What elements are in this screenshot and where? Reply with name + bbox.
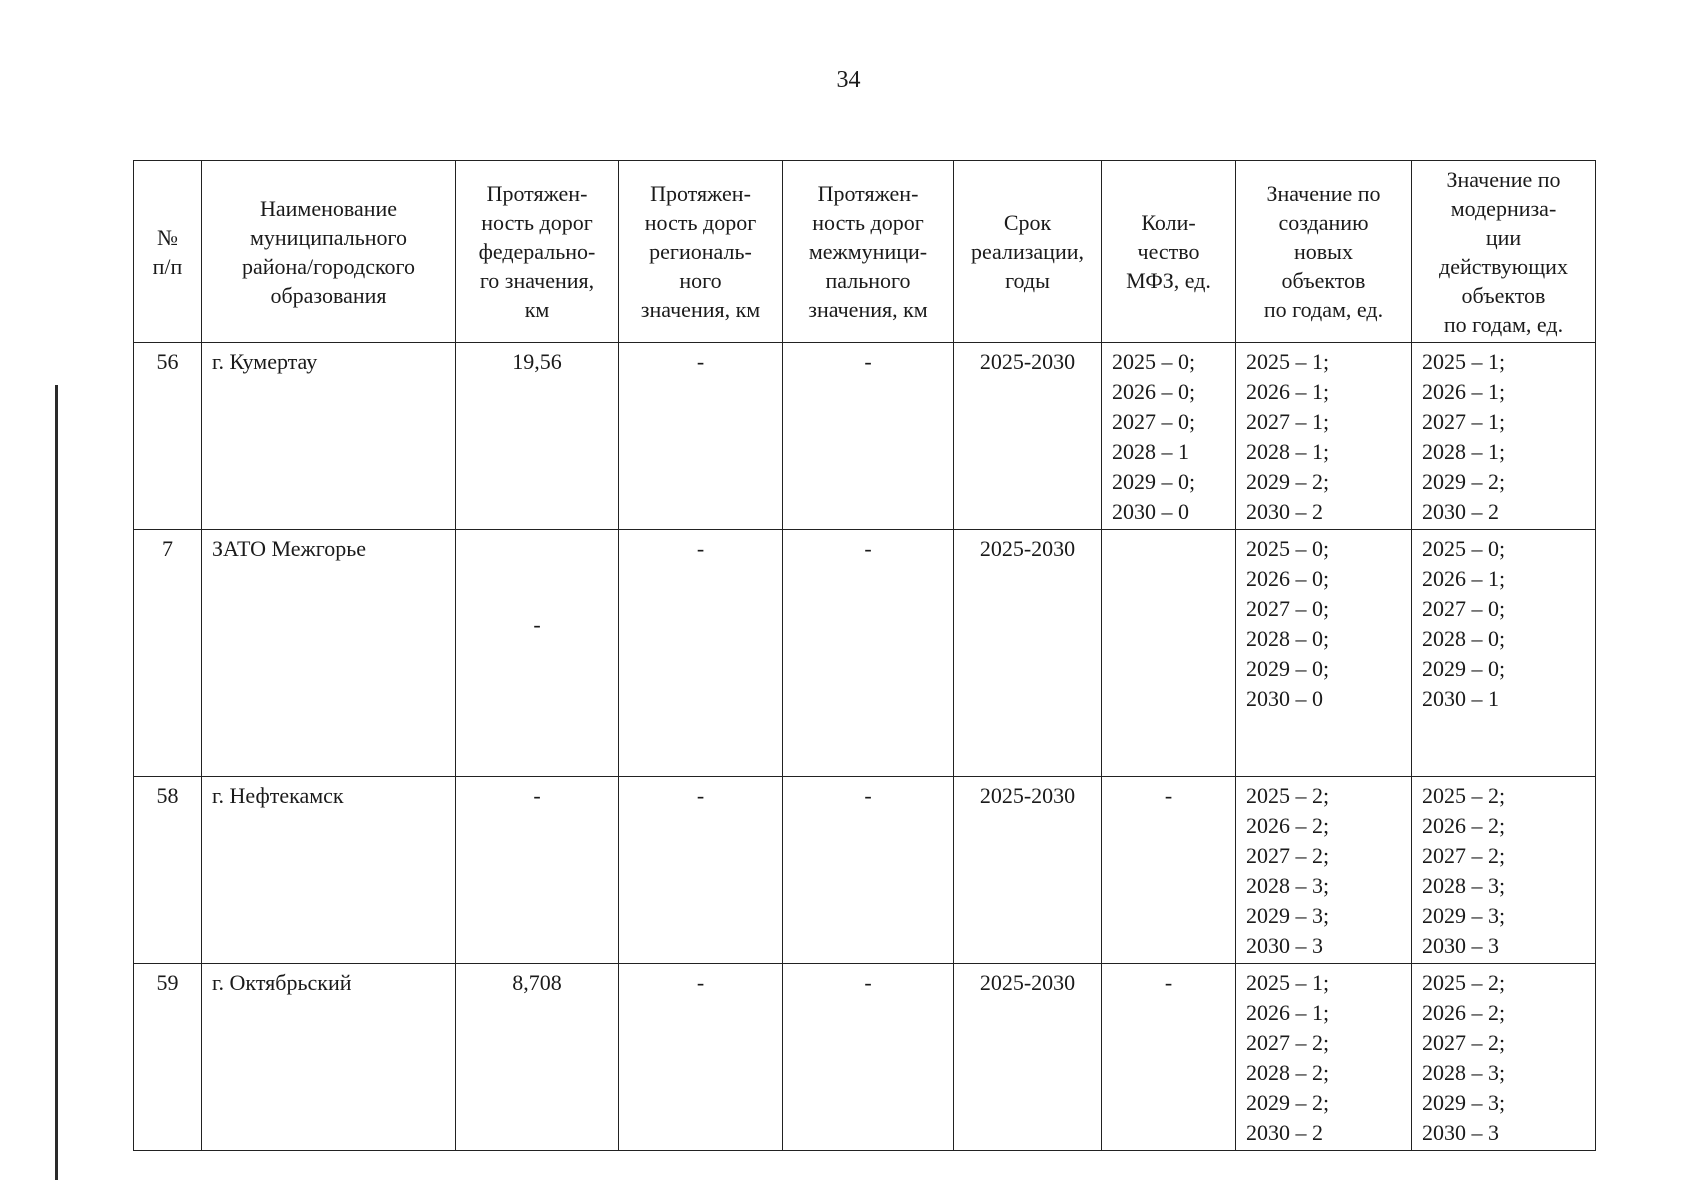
cell-period: 2025-2030	[954, 964, 1102, 1151]
cell-number: 59	[134, 964, 202, 1151]
table-row	[134, 343, 1596, 530]
header-new-objects: Значение по созданию новых объектов по годам, ед.	[1236, 161, 1412, 343]
cell-intermunicipal: -	[783, 777, 954, 964]
cell-period: 2025-2030	[954, 530, 1102, 777]
cell-name: г. Кумертау	[202, 343, 456, 530]
table-row	[134, 964, 1596, 1151]
cell-modernization: 2025 – 2; 2026 – 2; 2027 – 2; 2028 – 3; 2029 – 3; 2030 – 3	[1412, 964, 1596, 1151]
cell-mfz: -	[1102, 964, 1236, 1151]
cell-new-objects: 2025 – 1; 2026 – 1; 2027 – 2; 2028 – 2; 2029 – 2; 2030 – 2	[1236, 964, 1412, 1151]
cell-new-objects: 2025 – 0; 2026 – 0; 2027 – 0; 2028 – 0; 2029 – 0; 2030 – 0	[1236, 530, 1412, 777]
table-row	[134, 777, 1596, 964]
header-row	[134, 161, 1596, 343]
cell-mfz: 2025 – 0; 2026 – 0; 2027 – 0; 2028 – 1 2029 – 0; 2030 – 0	[1102, 343, 1236, 530]
cell-federal: 19,56	[456, 343, 619, 530]
header-name: Наименование муниципального района/городского образования	[202, 161, 456, 343]
cell-regional: -	[619, 964, 783, 1151]
header-mfz: Коли- чество МФЗ, ед.	[1102, 161, 1236, 343]
cell-intermunicipal: -	[783, 530, 954, 777]
cell-modernization: 2025 – 1; 2026 – 1; 2027 – 1; 2028 – 1; 2029 – 2; 2030 – 2	[1412, 343, 1596, 530]
cell-regional: -	[619, 777, 783, 964]
cell-number: 7	[134, 530, 202, 777]
cell-name: г. Октябрьский	[202, 964, 456, 1151]
cell-number: 56	[134, 343, 202, 530]
cell-mfz	[1102, 530, 1236, 777]
cell-new-objects: 2025 – 2; 2026 – 2; 2027 – 2; 2028 – 3; 2029 – 3; 2030 – 3	[1236, 777, 1412, 964]
cell-federal: -	[456, 530, 619, 777]
header-regional: Протяжен- ность дорог региональ- ного значения, км	[619, 161, 783, 343]
roads-table	[133, 160, 1596, 1151]
cell-period: 2025-2030	[954, 777, 1102, 964]
cell-modernization: 2025 – 0; 2026 – 1; 2027 – 0; 2028 – 0; 2029 – 0; 2030 – 1	[1412, 530, 1596, 777]
cell-new-objects: 2025 – 1; 2026 – 1; 2027 – 1; 2028 – 1; 2029 – 2; 2030 – 2	[1236, 343, 1412, 530]
cell-number: 58	[134, 777, 202, 964]
header-modernization: Значение по модерниза- ции действующих объектов по годам, ед.	[1412, 161, 1596, 343]
cell-mfz: -	[1102, 777, 1236, 964]
cell-modernization: 2025 – 2; 2026 – 2; 2027 – 2; 2028 – 3; 2029 – 3; 2030 – 3	[1412, 777, 1596, 964]
cell-intermunicipal: -	[783, 343, 954, 530]
cell-regional: -	[619, 343, 783, 530]
page-number: 34	[836, 67, 861, 93]
cell-federal: 8,708	[456, 964, 619, 1151]
cell-intermunicipal: -	[783, 964, 954, 1151]
table-header	[134, 161, 1596, 343]
cell-name: г. Нефтекамск	[202, 777, 456, 964]
header-number: № п/п	[134, 161, 202, 343]
table-row	[134, 530, 1596, 777]
header-period: Срок реализации, годы	[954, 161, 1102, 343]
cell-name: ЗАТО Межгорье	[202, 530, 456, 777]
table-body	[134, 343, 1596, 1151]
cell-regional: -	[619, 530, 783, 777]
header-intermunicipal: Протяжен- ность дорог межмуници- пального значения, км	[783, 161, 954, 343]
cell-period: 2025-2030	[954, 343, 1102, 530]
cell-federal: -	[456, 777, 619, 964]
header-federal: Протяжен- ность дорог федерально- го значения, км	[456, 161, 619, 343]
margin-line	[55, 385, 58, 1180]
